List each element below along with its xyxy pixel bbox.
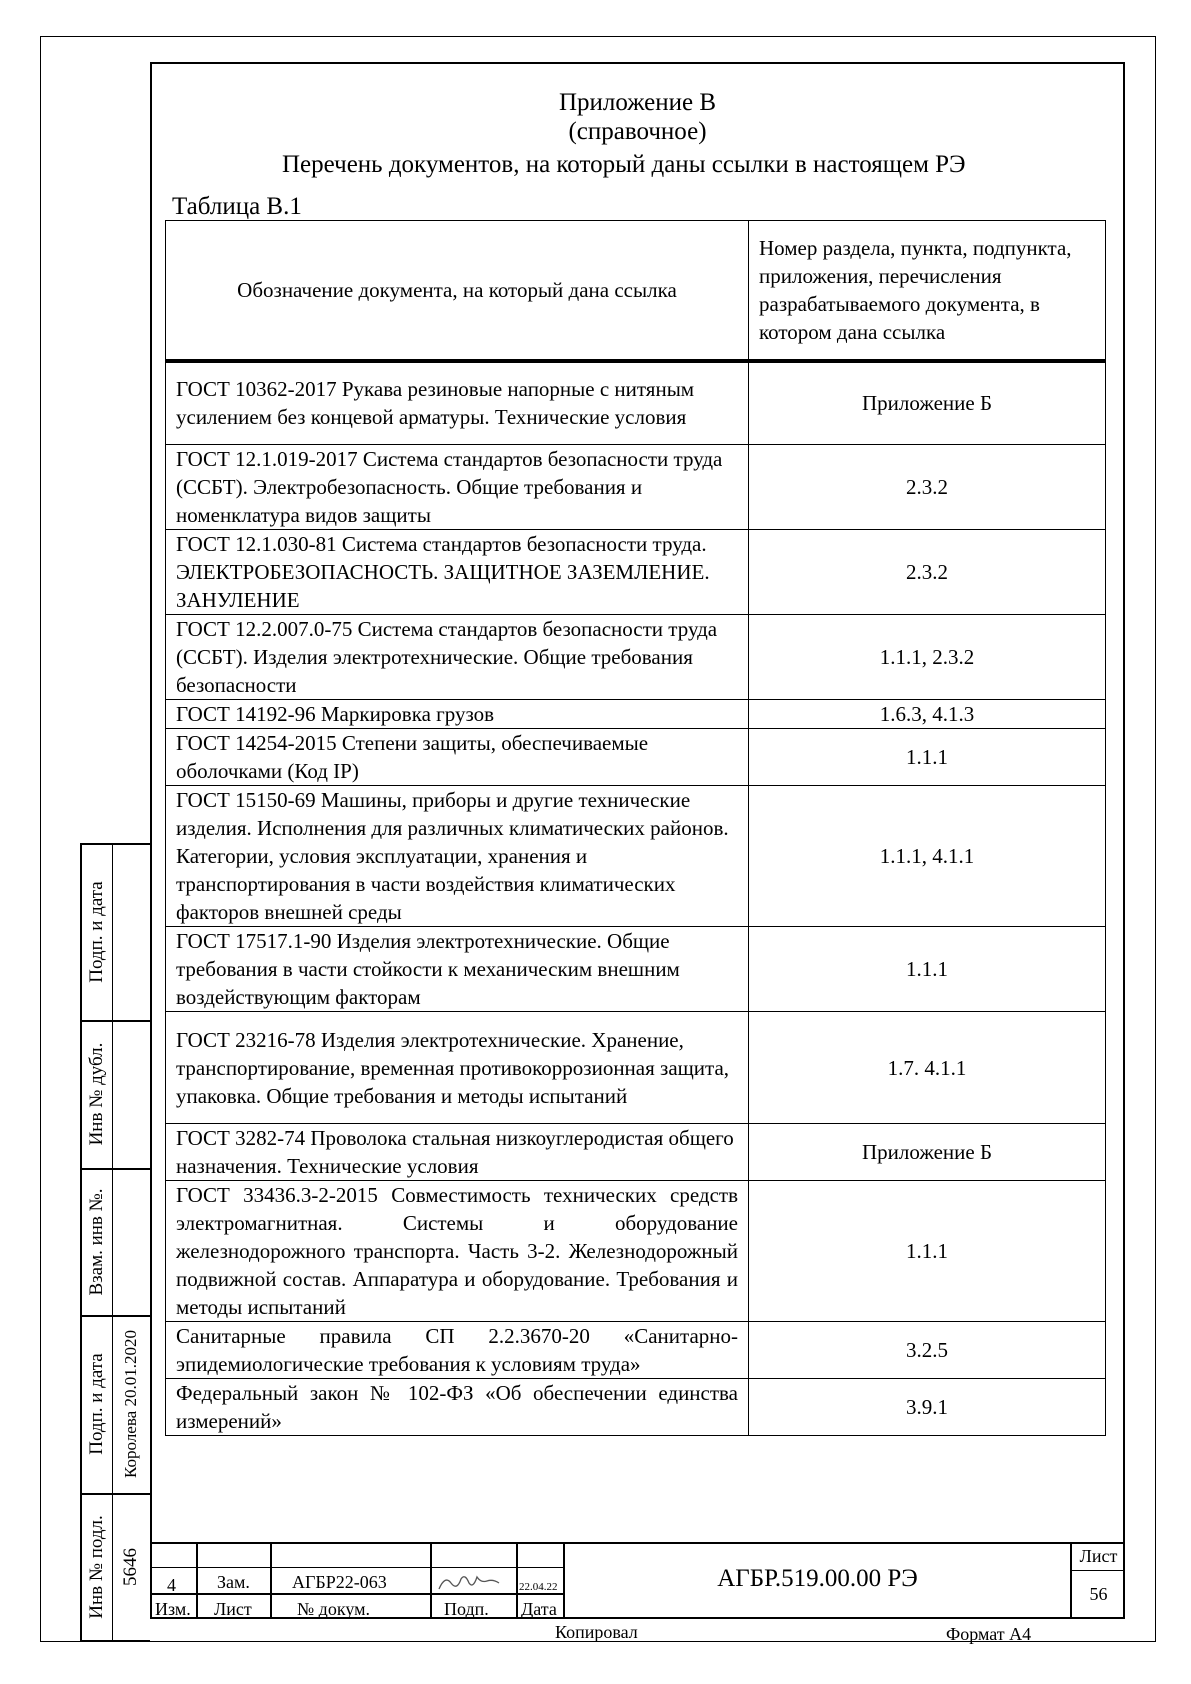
podp-data-label-2: Подп. и дата (86, 1353, 107, 1455)
document-cell: ГОСТ 33436.3-2-2015 Совместимость технических средств электромагнитная. Системы и оборудование железнодорожного транспорта. Часть 3-2. Железнодорожный подвижной состав. Аппаратура и оборудование. Требования и методы испытаний (166, 1181, 749, 1322)
header-date: Дата (521, 1599, 557, 1619)
table-row (166, 615, 1106, 700)
table-row (166, 700, 1106, 729)
table-row (166, 530, 1106, 615)
table-row (166, 1181, 1106, 1322)
document-cell: Санитарные правила СП 2.2.3670-20 «Санитарно-эпидемиологические требования к условиям труда» (166, 1322, 749, 1379)
reference-cell: 2.3.2 (749, 530, 1106, 615)
sheet-label: Лист (1079, 1546, 1118, 1566)
column-header-document: Обозначение документа, на который дана ссылка (166, 221, 749, 361)
column-header-reference: Номер раздела, пункта, подпункта, приложения, перечисления разрабатываемого документа, в котором дана ссылка (749, 221, 1106, 361)
reference-cell: 1.1.1 (749, 729, 1106, 786)
sheet-number: 56 (1089, 1584, 1108, 1604)
appendix-heading: Перечень документов, на который даны ссылки в настоящем РЭ (282, 151, 966, 178)
header-dokum: № докум. (297, 1599, 370, 1619)
document-cell: ГОСТ 10362-2017 Рукава резиновые напорные с нитяным усилением без концевой арматуры. Технические условия (166, 361, 749, 445)
table-row (166, 729, 1106, 786)
appendix-type: (справочное) (568, 118, 707, 145)
reference-cell: 1.1.1 (749, 1181, 1106, 1322)
document-cell: ГОСТ 14192-96 Маркировка грузов (166, 700, 749, 729)
table-row (166, 1124, 1106, 1181)
document-cell: ГОСТ 12.1.030-81 Система стандартов безопасности труда. ЭЛЕКТРОБЕЗОПАСНОСТЬ. ЗАЩИТНОЕ ЗАЗЕМЛЕНИЕ. ЗАНУЛЕНИЕ (166, 530, 749, 615)
signature (435, 1569, 513, 1593)
table-row (166, 1379, 1106, 1436)
table-row (166, 927, 1106, 1012)
format-label: Формат А4 (946, 1624, 1032, 1644)
podp-data-label: Подп. и дата (86, 881, 107, 983)
reference-cell: Приложение Б (749, 1124, 1106, 1181)
reference-cell: 1.1.1, 2.3.2 (749, 615, 1106, 700)
table-row (166, 1012, 1106, 1124)
izm-value: 4 (167, 1575, 176, 1595)
header-podp: Подп. (444, 1599, 489, 1619)
reference-cell: 1.6.3, 4.1.3 (749, 700, 1106, 729)
vzam-inv-label: Взам. инв №. (86, 1188, 107, 1296)
appendix-title: Приложение В (558, 89, 717, 116)
document-cell: Федеральный закон № 102-ФЗ «Об обеспечении единства измерений» (166, 1379, 749, 1436)
reference-cell: 3.2.5 (749, 1322, 1106, 1379)
reference-cell: 1.1.1 (749, 927, 1106, 1012)
inv-number: 5646 (120, 1548, 141, 1586)
header-izm: Изм. (155, 1599, 191, 1619)
reference-cell: 3.9.1 (749, 1379, 1106, 1436)
table-row (166, 361, 1106, 445)
signature-scribble-icon (435, 1569, 513, 1593)
document-cell: ГОСТ 17517.1-90 Изделия электротехнические. Общие требования в части стойкости к механическим внешним воздействующим факторам (166, 927, 749, 1012)
table-row (166, 786, 1106, 927)
document-designation: АГБР.519.00.00 РЭ (717, 1565, 918, 1592)
document-cell: ГОСТ 3282-74 Проволока стальная низкоуглеродистая общего назначения. Технические условия (166, 1124, 749, 1181)
table-row (166, 1322, 1106, 1379)
table-row (166, 445, 1106, 530)
date-value: 22.04.22 (519, 1581, 558, 1593)
reference-cell: Приложение Б (749, 361, 1106, 445)
document-cell: ГОСТ 15150-69 Машины, приборы и другие технические изделия. Исполнения для различных климатических районов. Категории, условия эксплуатации, хранения и транспортирования в части воздействия климатических факторов внешней среды (166, 786, 749, 927)
header-list: Лист (214, 1599, 252, 1619)
inv-dubl-label: Инв № дубл. (86, 1042, 107, 1146)
reference-cell: 1.1.1, 4.1.1 (749, 786, 1106, 927)
table-caption: Таблица В.1 (172, 193, 302, 220)
inv-podl-label: Инв № подл. (86, 1515, 107, 1619)
document-cell: ГОСТ 12.2.007.0-75 Система стандартов безопасности труда (ССБТ). Изделия электротехнические. Общие требования безопасности (166, 615, 749, 700)
dokum-value: АГБР22-063 (292, 1572, 387, 1592)
reference-cell: 1.7. 4.1.1 (749, 1012, 1106, 1124)
document-cell: ГОСТ 23216-78 Изделия электротехнические. Хранение, транспортирование, временная противокоррозионная защита, упаковка. Общие требования и методы испытаний (166, 1012, 749, 1124)
document-cell: ГОСТ 12.1.019-2017 Система стандартов безопасности труда (ССБТ). Электробезопасность. Общие требования и номенклатура видов защиты (166, 445, 749, 530)
copied-label: Копировал (555, 1622, 638, 1642)
signer-date: Королева 20.01.2020 (121, 1330, 140, 1478)
document-cell: ГОСТ 14254-2015 Степени защиты, обеспечиваемые оболочками (Код IP) (166, 729, 749, 786)
list-value: Зам. (217, 1572, 250, 1592)
references-table (165, 220, 1106, 1436)
reference-cell: 2.3.2 (749, 445, 1106, 530)
